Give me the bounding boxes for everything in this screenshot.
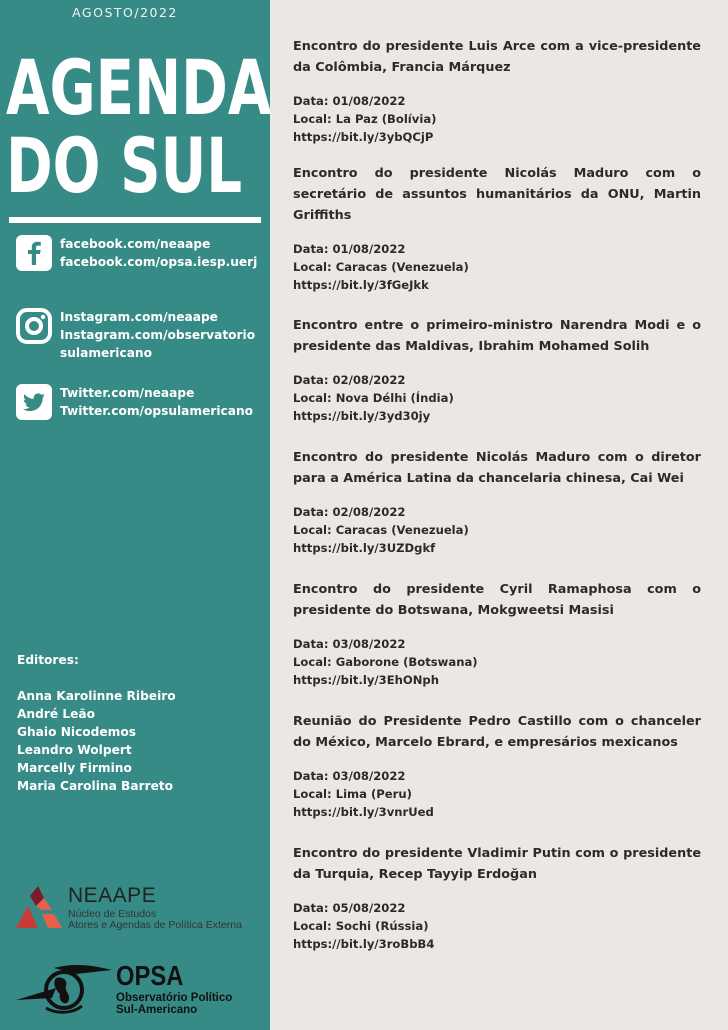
- event-title: Reunião do Presidente Pedro Castillo com o chanceler do México, Marcelo Ebrard, e empresários mexicanos: [293, 714, 701, 750]
- event-date: Data: 03/08/2022: [293, 769, 406, 783]
- event-item: [293, 315, 701, 425]
- twitter-link[interactable]: Twitter.com/opsulamericano: [60, 404, 254, 418]
- event-link[interactable]: https://bit.ly/3ybQCjP: [293, 130, 434, 144]
- title-line-2: DO SUL: [6, 121, 243, 210]
- event-date: Data: 03/08/2022: [293, 637, 406, 651]
- social-twitter: [16, 384, 253, 420]
- event-location: Local: Caracas (Venezuela): [293, 523, 469, 537]
- twitter-icon[interactable]: [16, 384, 52, 420]
- facebook-link[interactable]: facebook.com/opsa.iesp.uerj: [60, 255, 258, 269]
- event-title: Encontro do presidente Nicolás Maduro com o secretário de assuntos humanitários da ONU, Martin Griffiths: [293, 166, 701, 223]
- event-date: Data: 02/08/2022: [293, 373, 406, 387]
- event-link[interactable]: https://bit.ly/3roBbB4: [293, 937, 435, 951]
- event-title: Encontro entre o primeiro-ministro Narendra Modi e o presidente das Maldivas, Ibrahim Mohamed Solih: [293, 318, 701, 354]
- event-date: Data: 05/08/2022: [293, 901, 406, 915]
- event-date: Data: 02/08/2022: [293, 505, 406, 519]
- title-divider: [9, 217, 261, 223]
- facebook-link[interactable]: facebook.com/neaape: [60, 237, 211, 251]
- neaape-subtitle: [68, 909, 242, 931]
- event-date: Data: 01/08/2022: [293, 242, 406, 256]
- event-item: [293, 711, 701, 821]
- facebook-icon[interactable]: [16, 235, 52, 271]
- event-link[interactable]: https://bit.ly/3fGeJkk: [293, 278, 429, 292]
- twitter-link[interactable]: Twitter.com/neaape: [60, 386, 195, 400]
- event-item: [293, 579, 701, 689]
- editor-name: Ghaio Nicodemos: [17, 725, 136, 739]
- title-line-1: AGENDA: [6, 43, 272, 132]
- event-link[interactable]: https://bit.ly/3EhONph: [293, 673, 439, 687]
- event-item: [293, 163, 701, 294]
- instagram-icon[interactable]: [16, 308, 52, 344]
- event-link[interactable]: https://bit.ly/3vnrUed: [293, 805, 434, 819]
- neaape-subtitle-line: Núcleo de Estudos: [68, 908, 157, 920]
- editor-name: Maria Carolina Barreto: [17, 779, 174, 793]
- event-location: Local: Gaborone (Botswana): [293, 655, 478, 669]
- event-title: Encontro do presidente Nicolás Maduro com o diretor para a América Latina da chancelaria chinesa, Cai Wei: [293, 450, 701, 486]
- event-item: [293, 447, 701, 557]
- neaape-logo-mark: [16, 884, 64, 932]
- event-location: Local: Lima (Peru): [293, 787, 412, 801]
- neaape-name: NEAAPE: [68, 884, 157, 907]
- event-item: [293, 843, 701, 953]
- event-location: Local: Sochi (Rússia): [293, 919, 429, 933]
- instagram-link[interactable]: Instagram.com/observatorio: [60, 328, 256, 342]
- event-item: [293, 36, 701, 146]
- event-location: Local: La Paz (Bolívia): [293, 112, 437, 126]
- event-title: Encontro do presidente Luis Arce com a vice-presidente da Colômbia, Francia Márquez: [293, 39, 701, 75]
- social-facebook: [16, 235, 257, 271]
- event-link[interactable]: https://bit.ly/3yd30jy: [293, 409, 431, 423]
- editor-name: Leandro Wolpert: [17, 743, 132, 757]
- editor-name: Anna Karolinne Ribeiro: [17, 689, 176, 703]
- opsa-subtitle-line: Observatório Político: [116, 992, 233, 1004]
- opsa-name: OPSA: [116, 960, 184, 991]
- event-location: Local: Nova Délhi (Índia): [293, 391, 454, 405]
- editor-name: Marcelly Firmino: [17, 761, 132, 775]
- neaape-subtitle-line: Atores e Agendas de Política Externa: [68, 919, 242, 931]
- instagram-link[interactable]: Instagram.com/neaape: [60, 310, 218, 324]
- event-link[interactable]: https://bit.ly/3UZDgkf: [293, 541, 436, 555]
- opsa-subtitle-line: Sul-Americano: [116, 1004, 198, 1016]
- issue-month: AGOSTO/2022: [72, 5, 178, 20]
- instagram-link[interactable]: sulamericano: [60, 346, 152, 360]
- opsa-globe-mark: [16, 960, 112, 1016]
- neaape-logo: [16, 884, 242, 936]
- event-title: Encontro do presidente Cyril Ramaphosa com o presidente do Botswana, Mokgweetsi Masisi: [293, 582, 701, 618]
- opsa-logo: [16, 960, 233, 1020]
- social-instagram: [16, 308, 255, 362]
- opsa-subtitle: [116, 992, 232, 1016]
- editors-section: [17, 651, 176, 795]
- event-date: Data: 01/08/2022: [293, 94, 406, 108]
- sidebar: [0, 0, 270, 1030]
- event-title: Encontro do presidente Vladimir Putin com o presidente da Turquia, Recep Tayyip Erdoğan: [293, 846, 701, 882]
- event-location: Local: Caracas (Venezuela): [293, 260, 469, 274]
- editor-name: André Leão: [17, 707, 95, 721]
- editors-heading: Editores:: [17, 653, 79, 667]
